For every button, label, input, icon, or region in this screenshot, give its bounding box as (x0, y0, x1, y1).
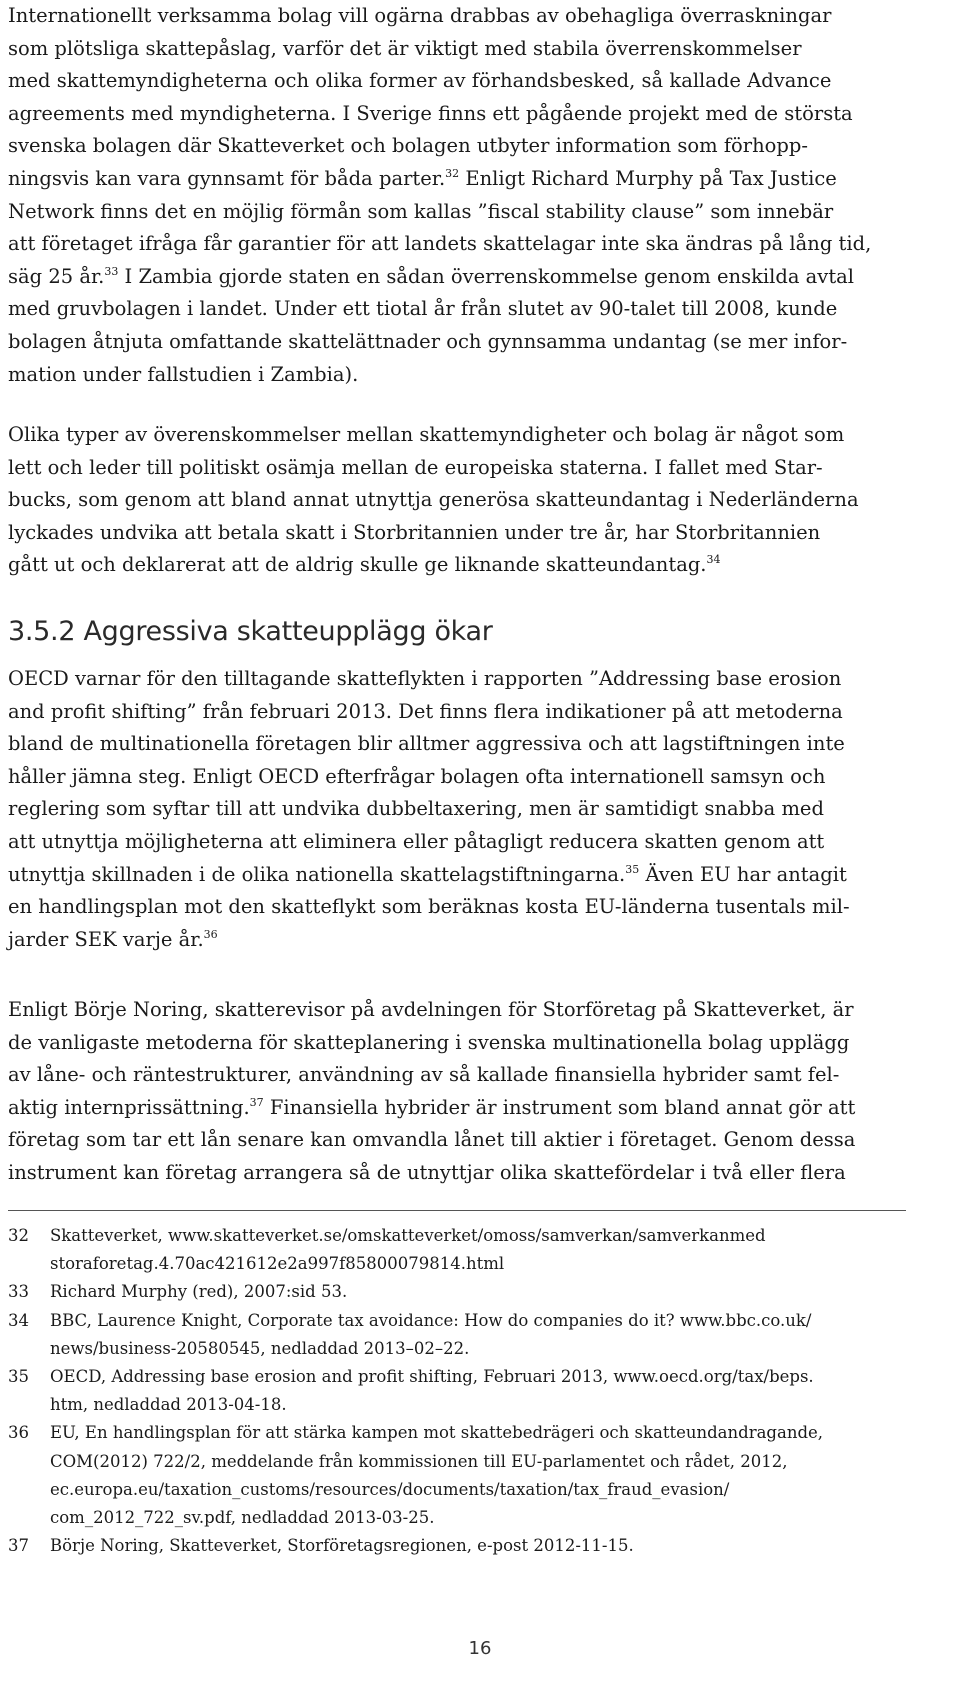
text-line: svenska bolagen där Skatteverket och bolagen utbyter information som förhopp- (8, 134, 808, 158)
text-line (8, 924, 952, 957)
text-line (8, 1092, 952, 1125)
text-line: lett och leder till politiskt osämja mellan de europeiska staterna. I fallet med Star- (8, 455, 823, 479)
text-line: med gruvbolagen i landet. Under ett tiotal år från slutet av 90-talet till 2008, kunde (8, 297, 838, 321)
text-line: mation under fallstudien i Zambia). (8, 362, 359, 386)
text-line: Network finns det en möjlig förmån som kallas ”fiscal stability clause” som innebär (8, 199, 834, 223)
footnote-text (50, 1419, 952, 1532)
text-line: reglering som syftar till att undvika dubbeltaxering, men är samtidigt snabba med (8, 797, 824, 821)
footnote-number: 37 (8, 1536, 29, 1556)
text-run: aktig internprissättning. (8, 1095, 250, 1119)
footnote-33 (8, 1278, 952, 1306)
footnote-line: com_2012_722_sv.pdf, nedladdad 2013-03-25. (50, 1508, 435, 1528)
text-run: jarder SEK varje år. (8, 927, 204, 951)
text-line: bolagen åtnjuta omfattande skattelättnader och gynnsamma undantag (se mer infor- (8, 329, 848, 353)
footnotes (8, 1222, 952, 1560)
text-line (8, 859, 952, 892)
text-line: agreements med myndigheterna. I Sverige finns ett pågående projekt med de största (8, 101, 853, 125)
text-line: att utnyttja möjligheterna att eliminera eller påtagligt reducera skatten genom att (8, 829, 825, 853)
text-run: säg 25 år. (8, 264, 105, 288)
footnote-divider (8, 1210, 906, 1211)
footnote-line: BBC, Laurence Knight, Corporate tax avoidance: How do companies do it? www.bbc.co.uk/ (50, 1310, 812, 1330)
text-line: av låne- och räntestrukturer, användning av så kallade finansiella hybrider samt fel- (8, 1063, 840, 1087)
text-line (8, 549, 952, 582)
footnote-text (50, 1222, 952, 1278)
footnote-number: 33 (8, 1282, 29, 1302)
footnote-32 (8, 1222, 952, 1278)
text-run: Även EU har antagit (645, 862, 847, 886)
text-line: OECD varnar för den tilltagande skatteflykten i rapporten ”Addressing base erosion (8, 667, 842, 690)
text-run: I Zambia gjorde staten en sådan överrenskommelse genom enskilda avtal (124, 264, 855, 288)
body-paragraph-4 (8, 994, 952, 1190)
footnote-ref-35[interactable]: 35 (625, 862, 640, 876)
footnote-line: Skatteverket, www.skatteverket.se/omskatteverket/omoss/samverkan/samverkanmed (50, 1226, 766, 1245)
text-line: and profit shifting” från februari 2013. Det finns flera indikationer på att metoderna (8, 699, 843, 723)
body-paragraph-1 (8, 0, 952, 391)
footnote-line: news/business-20580545, nedladdad 2013–02–22. (50, 1338, 470, 1358)
text-line: håller jämna steg. Enligt OECD efterfrågar bolagen ofta internationell samsyn och (8, 764, 826, 788)
footnote-37 (8, 1532, 952, 1560)
footnote-34 (8, 1307, 952, 1363)
footnote-line: EU, En handlingsplan för att stärka kampen mot skattebedrägeri och skatteundandragande, (50, 1423, 824, 1443)
text-line: att företaget ifråga får garantier för att landets skattelagar inte ska ändras på lång tid, (8, 232, 872, 256)
footnote-number: 35 (8, 1367, 29, 1387)
footnote-ref-37[interactable]: 37 (249, 1095, 264, 1109)
text-run: Finansiella hybrider är instrument som bland annat gör att (269, 1095, 856, 1119)
footnote-35 (8, 1363, 952, 1419)
text-run: utnyttja skillnaden i de olika nationella skattelagstiftningarna. (8, 862, 626, 886)
footnote-line: COM(2012) 722/2, meddelande från kommissionen till EU-parlamentet och rådet, 2012, (50, 1451, 788, 1471)
footnote-line: Richard Murphy (red), 2007:sid 53. (50, 1282, 348, 1302)
footnote-text (50, 1278, 952, 1306)
text-line: bland de multinationella företagen blir alltmer aggressiva och att lagstiftningen inte (8, 732, 845, 756)
text-line (8, 261, 952, 294)
section-heading: 3.5.2 Aggressiva skatteupplägg ökar (8, 616, 493, 647)
body-paragraph-3 (8, 663, 952, 956)
footnote-line: storaforetag.4.70ac421612e2a997f85800079814.html (50, 1254, 505, 1274)
footnote-ref-33[interactable]: 33 (104, 264, 119, 278)
footnote-number: 36 (8, 1423, 29, 1443)
text-line: Olika typer av överenskommelser mellan skattemyndigheter och bolag är något som (8, 423, 845, 446)
body-paragraph-2 (8, 419, 952, 582)
footnote-text (50, 1363, 952, 1419)
text-run: ningsvis kan vara gynnsamt för båda parter. (8, 166, 446, 190)
text-line: instrument kan företag arrangera så de utnyttjar olika skattefördelar i två eller flera (8, 1160, 846, 1184)
footnote-36 (8, 1419, 952, 1532)
text-line: Internationellt verksamma bolag vill ogärna drabbas av obehagliga överraskningar (8, 4, 832, 27)
footnote-line: ec.europa.eu/taxation_customs/resources/documents/taxation/tax_fraud_evasion/ (50, 1479, 730, 1499)
text-run: gått ut och deklarerat att de aldrig skulle ge liknande skatteundantag. (8, 553, 707, 577)
footnote-number: 34 (8, 1310, 29, 1330)
footnote-number: 32 (8, 1226, 29, 1245)
footnote-line: OECD, Addressing base erosion and profit shifting, Februari 2013, www.oecd.org/tax/beps. (50, 1367, 814, 1387)
text-run: Enligt Richard Murphy på Tax Justice (465, 166, 837, 190)
text-line: bucks, som genom att bland annat utnyttja generösa skatteundantag i Nederländerna (8, 488, 859, 512)
text-line (8, 163, 952, 196)
footnote-line: Börje Noring, Skatteverket, Storföretagsregionen, e-post 2012-11-15. (50, 1536, 634, 1556)
text-line: en handlingsplan mot den skatteflykt som beräknas kosta EU-länderna tusentals mil- (8, 895, 850, 919)
footnote-text (50, 1307, 952, 1363)
text-line: med skattemyndigheterna och olika former av förhandsbesked, så kallade Advance (8, 69, 832, 93)
text-line: Enligt Börje Noring, skatterevisor på avdelningen för Storföretag på Skatteverket, är (8, 998, 854, 1021)
footnote-line: htm, nedladdad 2013-04-18. (50, 1395, 287, 1415)
footnote-ref-36[interactable]: 36 (203, 927, 218, 941)
text-line: lyckades undvika att betala skatt i Storbritannien under tre år, har Storbritannien (8, 520, 821, 544)
footnote-text (50, 1532, 952, 1560)
text-line: företag som tar ett lån senare kan omvandla lånet till aktier i företaget. Genom dessa (8, 1128, 856, 1152)
footnote-ref-32[interactable]: 32 (445, 166, 460, 180)
page-number: 16 (468, 1638, 492, 1659)
text-line: de vanligaste metoderna för skatteplanering i svenska multinationella bolag upplägg (8, 1030, 850, 1054)
footnote-ref-34[interactable]: 34 (706, 553, 721, 567)
text-line: som plötsliga skattepåslag, varför det är viktigt med stabila överrenskommelser (8, 36, 802, 60)
